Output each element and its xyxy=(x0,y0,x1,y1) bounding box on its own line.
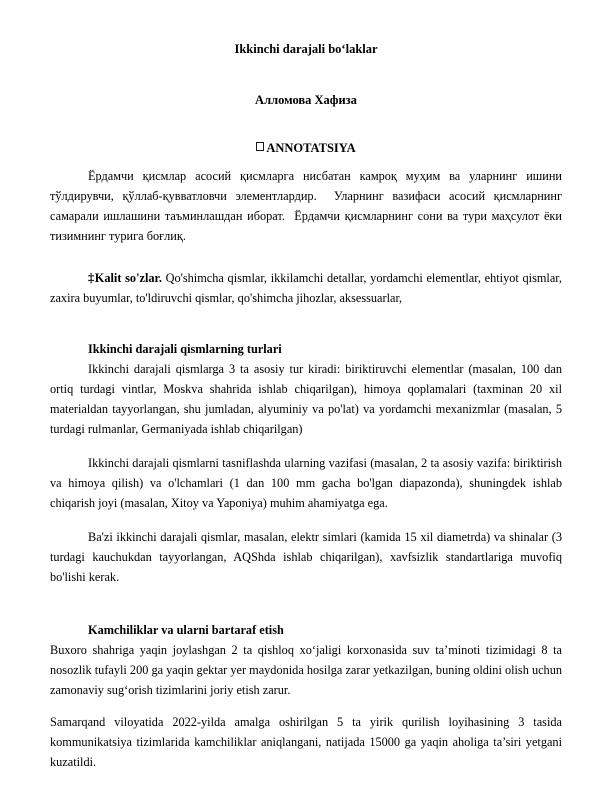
missing-glyph-icon xyxy=(256,142,264,151)
section-types-paragraph-3: Ba'zi ikkinchi darajali qismlar, masalan, elektr simlari (kamida 15 xil diametrda) va shinalar (3 turdagi kauchukdan tayyorlangan, AQShda ishlab chiqarilgan), xavfsizlik standartlariga muvofiq bo'lishi kerak. xyxy=(50,529,562,584)
section-shortcomings-paragraph-2: Samarqand viloyatida 2022-yilda amalga oshirilgan 5 ta yirik qurilish loyihasining 3 tasida kommunikatsiya tizimlarida kamchiliklar aniqlangani, natijada 15000 ga yaqin aholiga ta’siri yetgani kuzatildi. xyxy=(50,715,562,769)
keywords-text: Qo'shimcha qismlar, ikkilamchi detallar, yordamchi elementlar, ehtiyot qismlar, zaxira buyumlar, to'ldiruvchi qismlar, qo'shimcha jihozlar, aksessuarlar, xyxy=(50,270,562,305)
abstract-heading xyxy=(50,141,562,156)
section-shortcomings-paragraph-1: Buxoro shahriga yaqin joylashgan 2 ta qishloq xo‘jaligi korxonasida suv ta’minoti tizimidagi 8 ta nosozlik tufayli 200 ga yaqin gektar yer maydonida hosilga zarar yetkazilgan, buning oldini olish uchun zamonaviy sug‘orish tizimlarini joriy etish zarur. xyxy=(50,643,562,698)
abstract-paragraph: Ёрдамчи қисмлар асосий қисмларга нисбатан камроқ муҳим ва уларнинг ишини тўлдирувчи, қўллаб-қувватловчи элементлардир. Уларнинг вазифаси асосий қисмларнинг самарали ишлашини таъминлашдан иборат. Ёрдамчи қисмларнинг сони ва тури маҳсулот ёки тизимнинг турига боғлиқ. xyxy=(50,169,562,243)
abstract-heading-label: ANNOTATSIYA xyxy=(266,141,356,155)
page-title: Ikkinchi darajali bo‘laklar xyxy=(234,42,378,56)
keywords-block xyxy=(50,269,562,309)
section-types-paragraph-1: Ikkinchi darajali qismlarga 3 ta asosiy tur kiradi: biriktiruvchi elementlar (masalan, 100 dan ortiq turdagi vintlar, Moskva shahrida ishlab chiqarilgan), himoya qoplamalari (taxminan 20 xil materialdan tayyorlangan, shu jumladan, alyuminiy va po'lat) va yordamchi mexanizmlar (masalan, 5 turdagi rulmanlar, Germaniyada ishlab chiqarilgan) xyxy=(50,362,562,437)
section-heading-types: Ikkinchi darajali qismlarning turlari xyxy=(88,342,282,357)
keywords-marker-icon: ‡ xyxy=(88,270,95,285)
document-body xyxy=(50,42,562,773)
document-author: Алломова Хафиза xyxy=(255,93,357,107)
section-types-paragraph-2: Ikkinchi darajali qismlarni tasniflashda ularning vazifasi (masalan, 2 ta asosiy vazifa: biriktirish va himoya qilish) va o'lchamlari (1 dan 100 mm gacha bo'lgan diapazonda), shuningdek ishlab chiqarish joyi (masalan, Xitoy va Yaponiya) muhim ahamiyatga ega. xyxy=(50,455,562,510)
section-heading-shortcomings: Kamchiliklar va ularni bartaraf etish xyxy=(88,623,284,638)
keywords-label: Kalit so'zlar. xyxy=(94,270,162,285)
